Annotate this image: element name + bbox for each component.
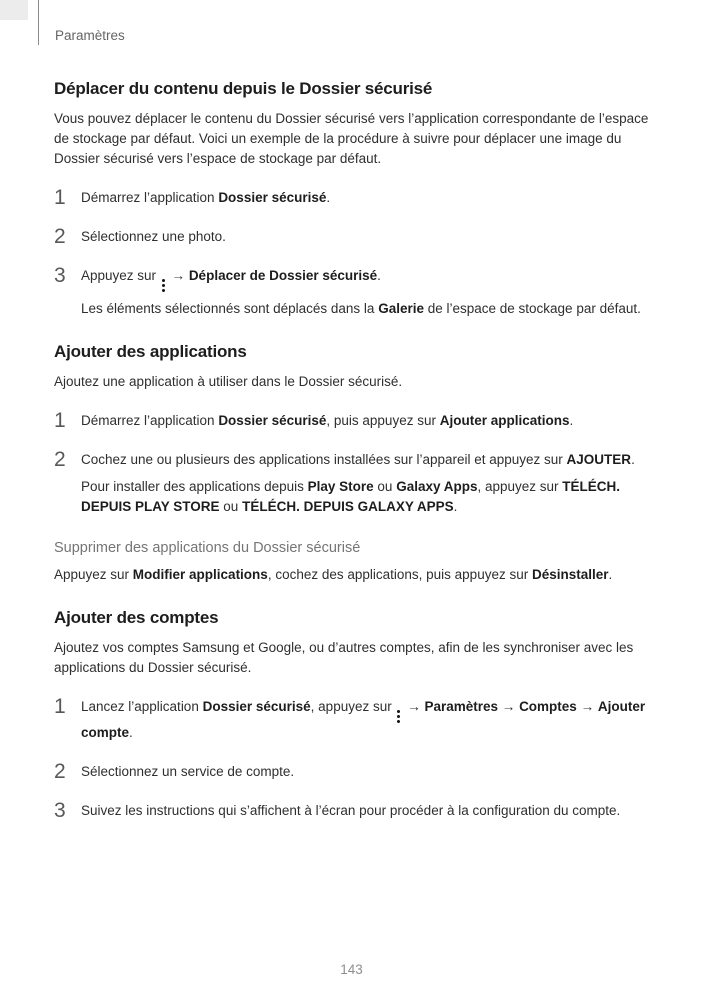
step-text: Sélectionnez une photo. bbox=[81, 229, 226, 244]
step-number: 2 bbox=[54, 225, 66, 248]
section bbox=[54, 79, 650, 319]
step-number: 1 bbox=[54, 409, 66, 432]
step-text: Sélectionnez un service de compte. bbox=[81, 764, 295, 779]
step bbox=[54, 761, 650, 782]
step-body bbox=[81, 265, 650, 319]
step-number: 2 bbox=[54, 760, 66, 783]
section bbox=[54, 608, 650, 821]
step-number: 3 bbox=[54, 264, 66, 287]
paragraph: Vous pouvez déplacer le contenu du Dossier sécurisé vers l’application correspondante de l’espace de stockage par défaut. Voici un exemple de la procédure à suivre pour déplacer une image du Dossier sécurisé vers l’espace de stockage par défaut. bbox=[54, 111, 649, 166]
step-text: Démarrez l’application Dossier sécurisé. bbox=[81, 190, 331, 205]
step-text: Lancez l’application Dossier sécurisé, appuyez sur → Paramètres → Comptes → Ajouter compte. bbox=[81, 699, 646, 740]
step bbox=[54, 187, 650, 208]
section-intro bbox=[54, 109, 650, 169]
section-intro bbox=[54, 372, 650, 392]
step bbox=[54, 226, 650, 247]
step-number: 1 bbox=[54, 695, 66, 718]
step-text: Suivez les instructions qui s’affichent à l’écran pour procéder à la configuration du compte. bbox=[81, 803, 621, 818]
step-body bbox=[81, 187, 650, 208]
scan-corner-artifact bbox=[0, 0, 28, 20]
step bbox=[54, 800, 650, 821]
section-title: Ajouter des applications bbox=[54, 342, 247, 361]
step-note: Les éléments sélectionnés sont déplacés dans la Galerie de l’espace de stockage par défaut. bbox=[81, 301, 641, 316]
step-body bbox=[81, 226, 650, 247]
step-text: Cochez une ou plusieurs des applications installées sur l’appareil et appuyez sur AJOUTER. bbox=[81, 452, 635, 467]
step-number: 2 bbox=[54, 448, 66, 471]
section bbox=[54, 342, 650, 517]
step-body bbox=[81, 800, 650, 821]
step-body bbox=[81, 410, 650, 431]
more-vertical-icon bbox=[162, 279, 165, 292]
step-number: 1 bbox=[54, 186, 66, 209]
section-intro bbox=[54, 565, 650, 585]
section-steps bbox=[54, 696, 650, 821]
section-steps bbox=[54, 410, 650, 517]
section-title: Ajouter des comptes bbox=[54, 608, 219, 627]
page-header bbox=[38, 0, 703, 45]
paragraph: Appuyez sur Modifier applications, cochez des applications, puis appuyez sur Désinstaller. bbox=[54, 567, 613, 582]
section-intro bbox=[54, 638, 650, 678]
step-body bbox=[81, 696, 650, 743]
step-text: Appuyez sur → Déplacer de Dossier sécurisé. bbox=[81, 265, 650, 292]
page-number: 143 bbox=[340, 962, 363, 977]
step bbox=[54, 696, 650, 743]
step-number: 3 bbox=[54, 799, 66, 822]
more-vertical-icon bbox=[397, 710, 400, 723]
step-body bbox=[81, 761, 650, 782]
paragraph: Ajoutez une application à utiliser dans le Dossier sécurisé. bbox=[54, 374, 403, 389]
step bbox=[54, 410, 650, 431]
paragraph: Ajoutez vos comptes Samsung et Google, ou d’autres comptes, afin de les synchroniser avec les applications du Dossier sécurisé. bbox=[54, 640, 634, 675]
running-header-label: Paramètres bbox=[55, 28, 125, 43]
section-title: Déplacer du contenu depuis le Dossier sécurisé bbox=[54, 79, 433, 98]
section bbox=[54, 540, 650, 585]
step bbox=[54, 265, 650, 319]
content bbox=[0, 45, 703, 821]
section-steps bbox=[54, 187, 650, 319]
step-text: Démarrez l’application Dossier sécurisé, puis appuyez sur Ajouter applications. bbox=[81, 413, 574, 428]
step-body bbox=[81, 449, 650, 517]
step bbox=[54, 449, 650, 517]
step-note: Pour installer des applications depuis Play Store ou Galaxy Apps, appuyez sur TÉLÉCH. DEPUIS PLAY STORE ou TÉLÉCH. DEPUIS GALAXY APPS. bbox=[81, 479, 621, 514]
section-title: Supprimer des applications du Dossier sécurisé bbox=[54, 540, 361, 556]
